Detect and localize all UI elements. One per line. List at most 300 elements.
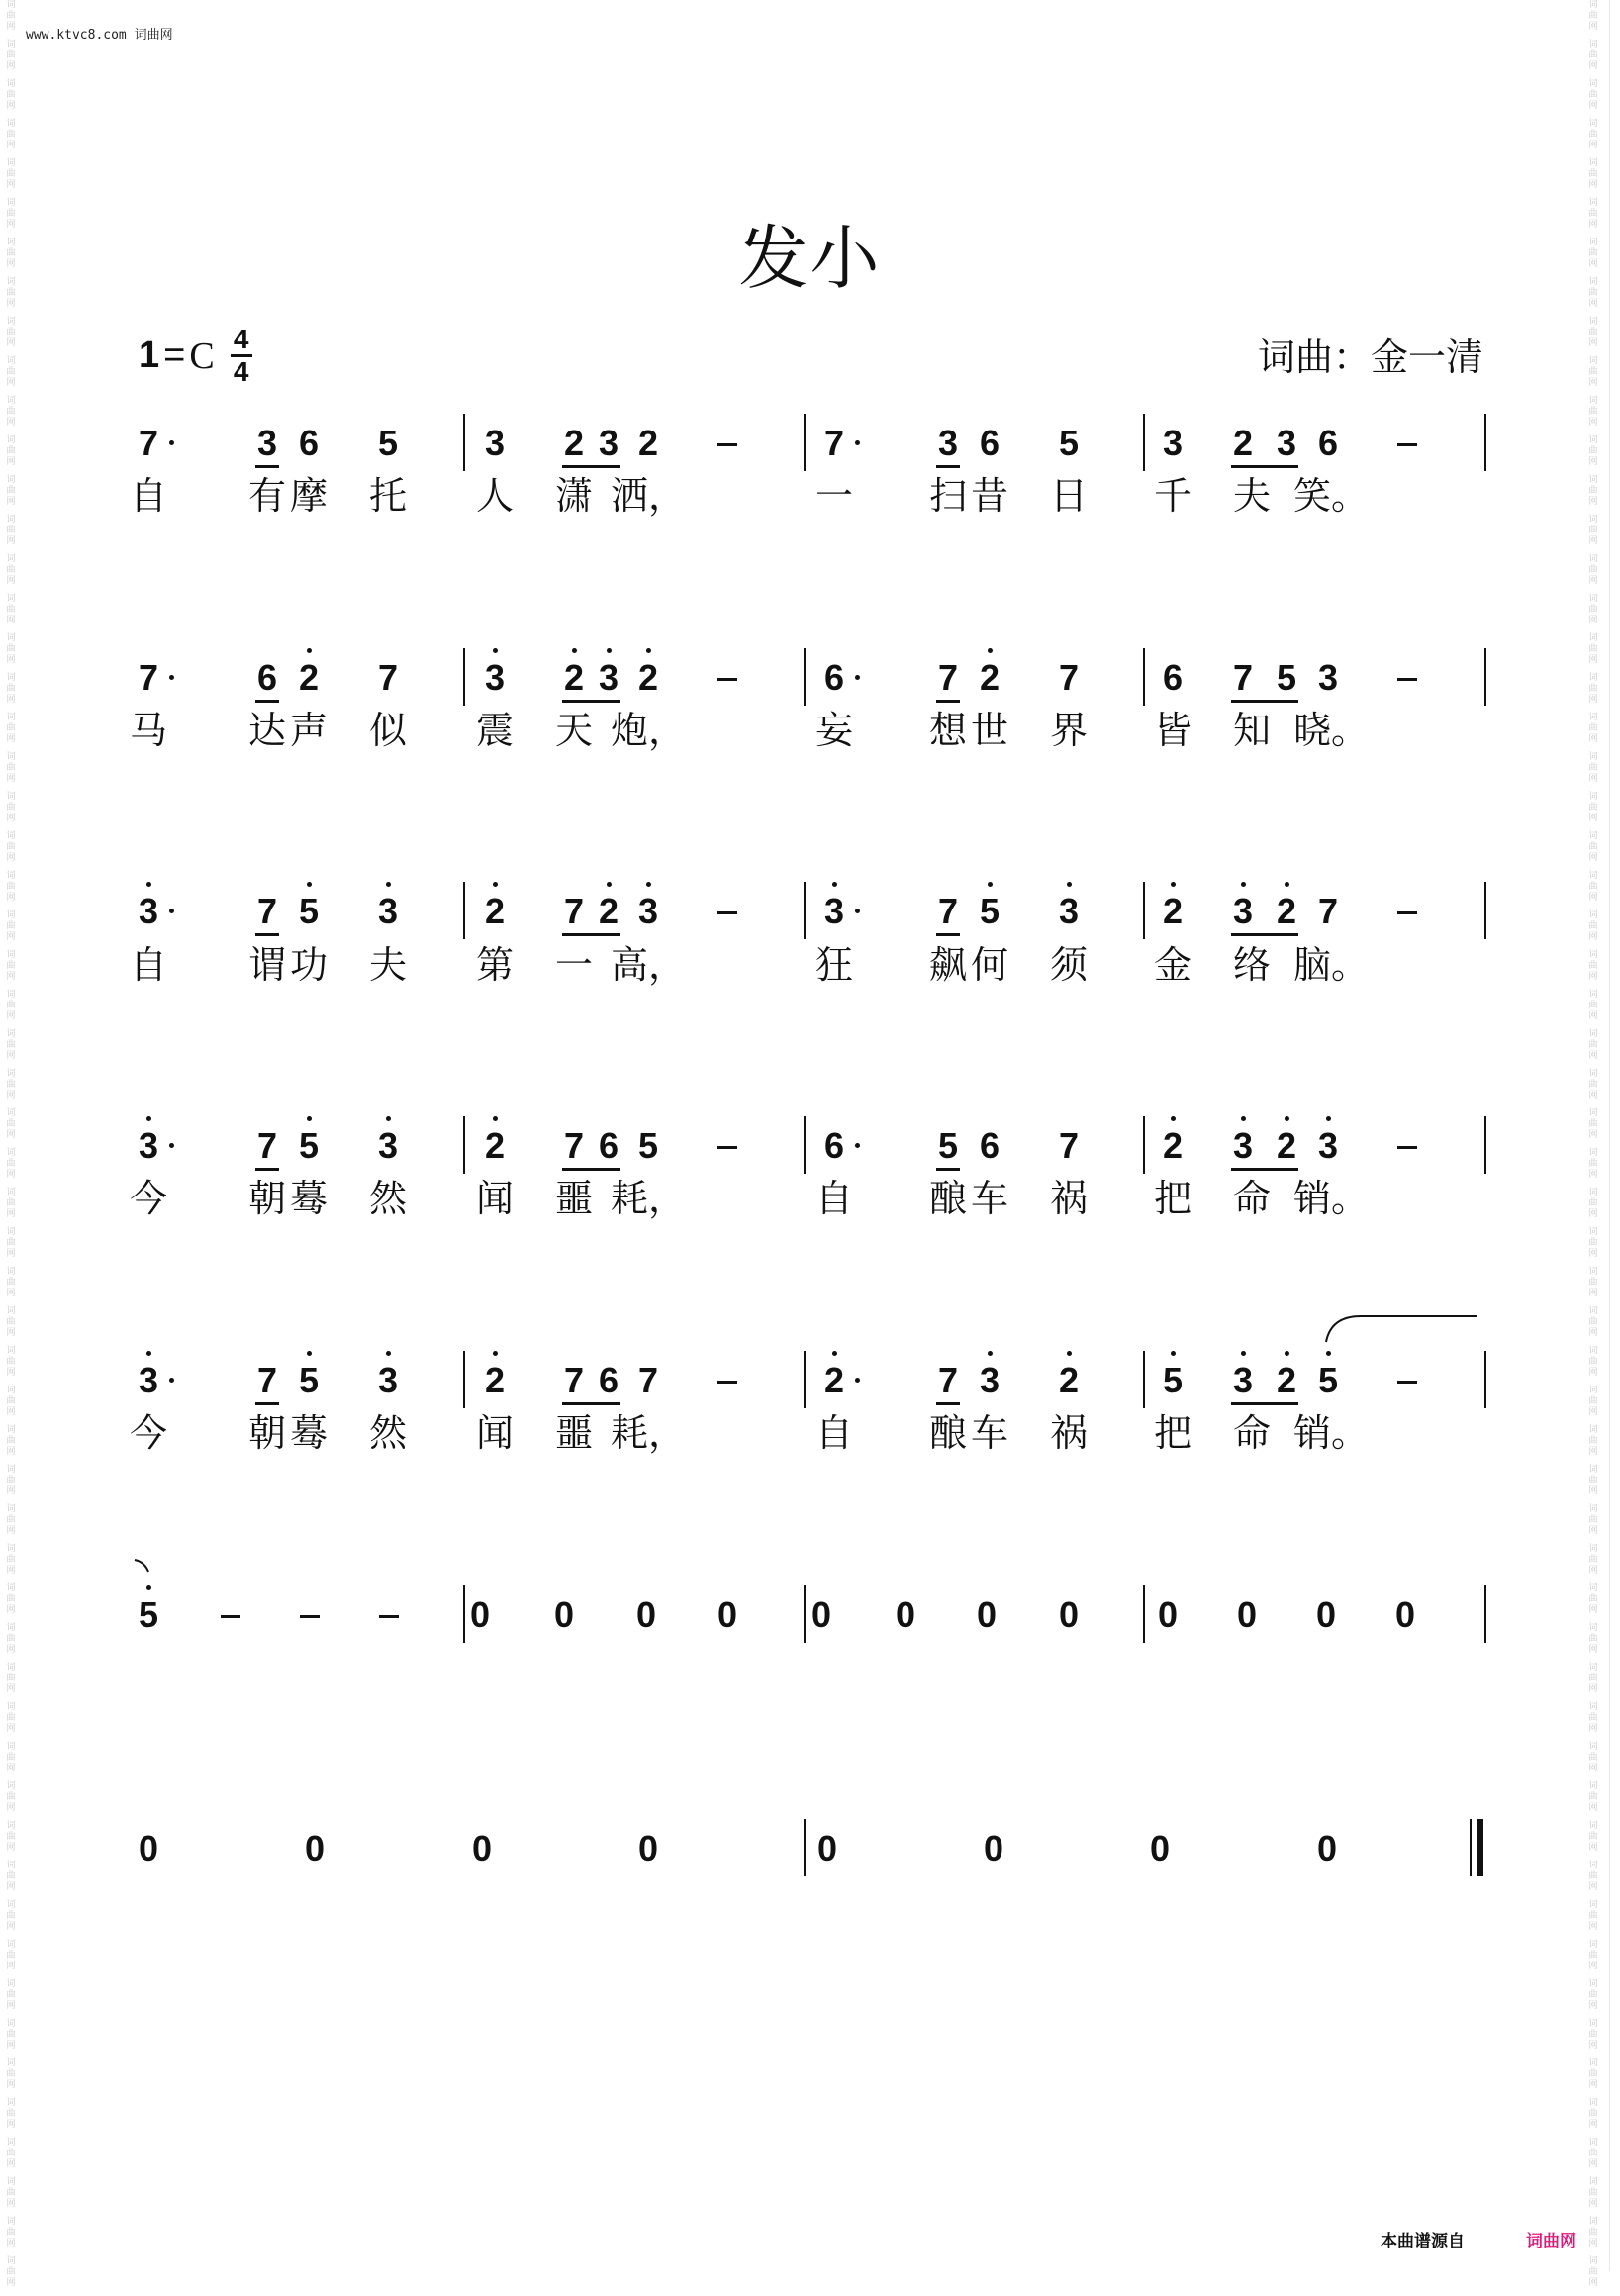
lyric-char: 络: [1232, 943, 1272, 987]
lyric-char: 噩: [554, 1177, 594, 1220]
watermark-text: 词 曲 网: [1588, 1346, 1598, 1378]
note-digit: 0: [1157, 1594, 1179, 1635]
bar-line: [1143, 1351, 1145, 1408]
bar-line: [804, 882, 806, 939]
note-digit: 3: [598, 423, 619, 463]
lyric-char: 震: [475, 709, 515, 752]
watermark-text: 词 曲 网: [1588, 910, 1598, 942]
watermark-text: 词 曲 网: [6, 2217, 16, 2248]
note: [824, 892, 844, 931]
bar-line: [463, 414, 465, 471]
watermark-text: 词 曲 网: [1588, 1781, 1598, 1813]
lyric-char: 天: [554, 709, 594, 752]
key-equals: =: [163, 335, 186, 376]
note-digit: 0: [895, 1594, 916, 1635]
note-digit: 2: [1276, 891, 1297, 931]
note-digit: 2: [484, 891, 506, 931]
lyric-char: 自: [814, 1411, 854, 1455]
note: [980, 424, 1000, 463]
note: [1316, 1595, 1336, 1635]
high-octave-dot: [572, 648, 577, 653]
lyric-char: 命: [1232, 1177, 1272, 1220]
high-octave-dot: [307, 648, 312, 653]
lyric-char: 蓦: [289, 1411, 329, 1455]
lyric-char: 闻: [475, 1411, 515, 1455]
note-digit: 5: [377, 423, 399, 463]
beam-underline: [936, 933, 960, 936]
beam-underline: [936, 1168, 960, 1171]
note-digit: 7: [563, 1360, 585, 1400]
beam-underline: [255, 1168, 279, 1171]
lyric-char: 夫: [368, 943, 408, 987]
note-digit: 2: [1162, 891, 1184, 931]
note: [824, 1361, 844, 1400]
sustain-dash: [300, 1615, 320, 1618]
note-digit: 7: [138, 423, 159, 463]
lyric-char: 何: [970, 943, 1009, 987]
note-digit: 2: [484, 1360, 506, 1400]
note: [299, 1361, 319, 1400]
high-octave-dot: [832, 882, 837, 887]
note-digit: 0: [304, 1828, 326, 1868]
watermark-text: 词 曲 网: [1588, 950, 1598, 982]
note-digit: 3: [979, 1360, 1001, 1400]
beam-underline: [936, 700, 960, 703]
watermark-text: 词 曲 网: [6, 673, 16, 705]
note-digit: 3: [598, 657, 619, 698]
watermark-text: 词 曲 网: [6, 1663, 16, 1694]
note-digit: 3: [377, 1125, 399, 1166]
note-digit: 0: [716, 1594, 738, 1635]
lyric-char: 耗，: [610, 1177, 687, 1220]
high-octave-dot: [607, 882, 612, 887]
watermark-text: 词 曲 网: [6, 1227, 16, 1259]
note: [378, 424, 398, 463]
note-digit: 6: [1162, 657, 1184, 698]
high-octave-dot: [307, 882, 312, 887]
key-tonic: 1: [139, 335, 160, 376]
note-digit: 3: [1162, 423, 1184, 463]
lyric-char: 高，: [610, 943, 687, 987]
lyric-char: 千: [1153, 474, 1192, 518]
watermark-text: 词 曲 网: [1588, 515, 1598, 546]
high-octave-dot: [988, 882, 993, 887]
lyric-char: 蓦: [289, 1177, 329, 1220]
note-digit: 3: [138, 891, 159, 931]
song-title: 发小: [738, 218, 882, 299]
note: [938, 1126, 958, 1166]
high-octave-dot: [307, 1351, 312, 1356]
watermark-text: 词 曲 网: [6, 633, 16, 665]
note-digit: 0: [1315, 1594, 1337, 1635]
watermark-text: 词 曲 网: [6, 475, 16, 507]
lyric-char: 命: [1232, 1411, 1272, 1455]
watermark-text: 词 曲 网: [1588, 1267, 1598, 1298]
note: [980, 1361, 1000, 1400]
watermark-text: 词 曲 网: [1588, 1227, 1598, 1259]
high-octave-dot: [646, 648, 651, 653]
note: [1163, 1361, 1183, 1400]
note: [378, 892, 398, 931]
note-digit: 3: [377, 891, 399, 931]
final-bar-thin: [1470, 1819, 1472, 1876]
lyric-char: 炮，: [610, 709, 687, 752]
note-digit: 0: [471, 1828, 493, 1868]
watermark-text: 词 曲 网: [6, 1148, 16, 1180]
watermark-text: 词 曲 网: [6, 1623, 16, 1655]
watermark-text: 词 曲 网: [1588, 2019, 1598, 2051]
note-digit: 5: [637, 1125, 659, 1166]
lyric-char: 狂: [814, 943, 854, 987]
watermark-text: 词 曲 网: [6, 1108, 16, 1140]
watermark-text: 词 曲 网: [6, 435, 16, 467]
lyric-char: 酿: [928, 1177, 968, 1220]
watermark-text: 词 曲 网: [1588, 1544, 1598, 1576]
note-digit: 0: [1149, 1828, 1171, 1868]
high-octave-dot: [1241, 1116, 1246, 1121]
watermark-text: 词 曲 网: [1588, 1108, 1598, 1140]
note: [638, 1126, 658, 1166]
note: [470, 1595, 490, 1635]
watermark-text: 词 曲 网: [1588, 633, 1598, 665]
bar-line: [804, 648, 806, 706]
site-url[interactable]: www.ktvc8.com 词曲网: [26, 28, 173, 43]
watermark-text: 词 曲 网: [6, 1306, 16, 1338]
watermark-text: 词 曲 网: [6, 752, 16, 784]
watermark-text: 词 曲 网: [6, 1861, 16, 1892]
lyric-char: 今: [129, 1411, 168, 1455]
high-octave-dot: [1171, 882, 1176, 887]
note: [1277, 424, 1296, 463]
note-digit: 5: [1317, 1360, 1339, 1400]
watermark-text: 词 曲 网: [6, 1504, 16, 1536]
lyric-char: 想: [928, 709, 968, 752]
note-digit: 7: [256, 891, 278, 931]
time-signature-top: 4: [233, 324, 249, 354]
bar-line: [1143, 1116, 1145, 1174]
watermark-text: 词 曲 网: [1588, 1979, 1598, 2011]
watermark-text: 词 曲 网: [6, 238, 16, 269]
note-digit: 3: [484, 423, 506, 463]
note: [1318, 658, 1338, 698]
note-digit: 6: [823, 657, 845, 698]
watermark-text: 词 曲 网: [6, 910, 16, 942]
lyric-char: 扫: [928, 474, 968, 518]
note: [1318, 1361, 1338, 1400]
note: [638, 658, 658, 698]
bar-line-end: [1484, 1585, 1486, 1643]
beam-underline: [1231, 1402, 1298, 1405]
high-octave-dot: [1241, 882, 1246, 887]
beam-underline: [562, 933, 620, 936]
high-octave-dot: [646, 882, 651, 887]
note: [980, 1126, 1000, 1166]
watermark-text: 词 曲 网: [1588, 238, 1598, 269]
note-digit: 7: [1232, 657, 1254, 698]
note-digit: 2: [563, 423, 585, 463]
watermark-text: 词 曲 网: [1588, 198, 1598, 230]
note: [599, 658, 619, 698]
lyric-char: 晓。: [1292, 709, 1370, 752]
note: [472, 1829, 492, 1868]
note: [378, 658, 398, 698]
beam-underline: [255, 465, 279, 468]
note-digit: 6: [1317, 423, 1339, 463]
lyric-char: 车: [970, 1411, 1009, 1455]
beam-underline: [255, 1402, 279, 1405]
note-digit: 3: [1058, 891, 1080, 931]
note: [1163, 1126, 1183, 1166]
augmentation-dot: [169, 675, 174, 680]
sustain-dash: [221, 1615, 240, 1618]
watermark-text: 词 曲 网: [1588, 1465, 1598, 1496]
note-digit: 7: [377, 657, 399, 698]
note-digit: 2: [484, 1125, 506, 1166]
watermark-text: 词 曲 网: [1588, 1386, 1598, 1417]
note: [980, 892, 1000, 931]
high-octave-dot: [386, 1351, 391, 1356]
lyric-char: 妄: [814, 709, 854, 752]
note-digit: 7: [937, 657, 959, 698]
note: [636, 1595, 656, 1635]
note: [1059, 1126, 1079, 1166]
watermark-text: 词 曲 网: [1588, 1861, 1598, 1892]
lyric-char: 朝: [247, 1177, 287, 1220]
note: [1395, 1595, 1415, 1635]
lyric-char: 知: [1232, 709, 1272, 752]
note-digit: 6: [256, 657, 278, 698]
high-octave-dot: [832, 1351, 837, 1356]
lyric-char: 笑。: [1292, 474, 1370, 518]
sustain-dash: [717, 1381, 737, 1384]
lyric-char: 摩: [289, 474, 329, 518]
watermark-text: 词 曲 网: [6, 1781, 16, 1813]
footer-source-site[interactable]: 词曲网: [1526, 2232, 1576, 2251]
bar-line-end: [1484, 882, 1486, 939]
note: [1233, 424, 1253, 463]
note-digit: 3: [637, 891, 659, 931]
note-digit: 7: [563, 1125, 585, 1166]
note: [1277, 658, 1296, 698]
note: [1317, 1829, 1337, 1868]
note: [305, 1829, 325, 1868]
lyric-char: 似: [368, 709, 408, 752]
note: [1233, 658, 1253, 698]
note-digit: 3: [823, 891, 845, 931]
note: [599, 1361, 619, 1400]
high-octave-dot: [1326, 1116, 1331, 1121]
watermark-text: 词 曲 网: [6, 2098, 16, 2130]
note: [1163, 658, 1183, 698]
watermark-text: 词 曲 网: [1588, 990, 1598, 1021]
note: [299, 892, 319, 931]
watermark-text: 词 曲 网: [1588, 40, 1598, 71]
augmentation-dot: [169, 440, 174, 445]
watermark-text: 词 曲 网: [1588, 317, 1598, 348]
watermark-text: 词 曲 网: [1588, 713, 1598, 744]
note: [824, 658, 844, 698]
note-digit: 7: [937, 891, 959, 931]
watermark-text: 词 曲 网: [6, 1702, 16, 1734]
watermark-text: 词 曲 网: [6, 1583, 16, 1615]
note: [485, 1361, 505, 1400]
note-digit: 0: [469, 1594, 491, 1635]
bar-line: [463, 1116, 465, 1174]
note-digit: 3: [138, 1360, 159, 1400]
bar-line-end: [1484, 1116, 1486, 1174]
note: [1059, 424, 1079, 463]
note: [139, 1829, 158, 1868]
watermark-text: 词 曲 网: [1588, 594, 1598, 625]
note-digit: 5: [138, 1594, 159, 1635]
lyric-char: 洒，: [610, 474, 687, 518]
lyric-char: 马: [129, 709, 168, 752]
watermark-text: 词 曲 网: [1588, 396, 1598, 428]
high-octave-dot: [146, 1116, 151, 1121]
note: [1163, 424, 1183, 463]
watermark-text: 词 曲 网: [1588, 435, 1598, 467]
watermark-text: 词 曲 网: [1588, 1663, 1598, 1694]
note-digit: 0: [553, 1594, 575, 1635]
note: [564, 424, 584, 463]
watermark-text: 词 曲 网: [6, 2019, 16, 2051]
note-digit: 5: [298, 891, 320, 931]
note: [257, 424, 277, 463]
high-octave-dot: [493, 882, 498, 887]
note-digit: 6: [823, 1125, 845, 1166]
watermark-text: 词 曲 网: [1588, 1148, 1598, 1180]
watermark-text: 词 曲 网: [6, 1900, 16, 1932]
note: [485, 424, 505, 463]
watermark-text: 词 曲 网: [1588, 1425, 1598, 1457]
watermark-text: 词 曲 网: [6, 40, 16, 71]
sustain-dash: [717, 1146, 737, 1149]
note: [564, 892, 584, 931]
watermark-text: 词 曲 网: [6, 198, 16, 230]
watermark-text: 词 曲 网: [1588, 831, 1598, 863]
note-digit: 3: [937, 423, 959, 463]
bar-line-end: [1484, 414, 1486, 471]
watermark-text: 词 曲 网: [6, 2256, 16, 2288]
high-octave-dot: [386, 882, 391, 887]
note-digit: 2: [1058, 1360, 1080, 1400]
note-digit: 0: [1316, 1828, 1338, 1868]
note-digit: 5: [298, 1125, 320, 1166]
note: [1318, 1126, 1338, 1166]
watermark-text: 词 曲 网: [1588, 2138, 1598, 2169]
high-octave-dot: [1171, 1116, 1176, 1121]
sustain-dash: [1397, 678, 1417, 681]
note: [1233, 892, 1253, 931]
note-digit: 2: [1276, 1125, 1297, 1166]
lyric-char: 脑。: [1292, 943, 1370, 987]
watermark-text: 词 曲 网: [6, 554, 16, 586]
watermark-text: 词 曲 网: [6, 871, 16, 903]
high-octave-dot: [1067, 882, 1072, 887]
augmentation-dot: [169, 1143, 174, 1148]
note: [938, 892, 958, 931]
note-digit: 5: [298, 1360, 320, 1400]
note: [638, 424, 658, 463]
note: [257, 1126, 277, 1166]
note: [599, 1126, 619, 1166]
high-octave-dot: [146, 1585, 151, 1590]
note-digit: 7: [823, 423, 845, 463]
lyric-char: 日: [1049, 474, 1089, 518]
bar-line: [1143, 414, 1145, 471]
note-digit: 7: [563, 891, 585, 931]
sustain-dash: [1397, 443, 1417, 446]
bar-line: [463, 648, 465, 706]
time-signature-bottom: 4: [233, 356, 249, 387]
watermark-text: 词 曲 网: [1588, 0, 1598, 32]
watermark-text: 词 曲 网: [6, 1029, 16, 1061]
watermark-text: 词 曲 网: [6, 356, 16, 388]
note: [638, 892, 658, 931]
note: [980, 658, 1000, 698]
note: [938, 1361, 958, 1400]
note-digit: 2: [979, 657, 1001, 698]
note: [1233, 1361, 1253, 1400]
note: [1059, 892, 1079, 931]
watermark-text: 词 曲 网: [1588, 792, 1598, 823]
lyric-char: 界: [1049, 709, 1089, 752]
high-octave-dot: [1285, 1351, 1289, 1356]
bar-line: [804, 1819, 806, 1876]
bar-line-end: [1484, 1351, 1486, 1408]
watermark-text: 词 曲 网: [1588, 1188, 1598, 1219]
note-digit: 2: [598, 891, 619, 931]
note: [299, 658, 319, 698]
watermark-text: 词 曲 网: [1588, 1583, 1598, 1615]
note-digit: 3: [1232, 891, 1254, 931]
high-octave-dot: [607, 648, 612, 653]
watermark-text: 词 曲 网: [1588, 158, 1598, 190]
note: [554, 1595, 574, 1635]
lyric-char: 酿: [928, 1411, 968, 1455]
note-digit: 0: [816, 1828, 838, 1868]
bar-line: [1143, 648, 1145, 706]
lyric-char: 飙: [928, 943, 968, 987]
high-octave-dot: [1326, 1351, 1331, 1356]
note: [817, 1829, 837, 1868]
note: [1163, 892, 1183, 931]
note-digit: 2: [823, 1360, 845, 1400]
note-digit: 2: [1162, 1125, 1184, 1166]
note-digit: 0: [138, 1828, 159, 1868]
watermark-text: 词 曲 网: [1588, 1029, 1598, 1061]
watermark-text: 词 曲 网: [6, 831, 16, 863]
bar-line: [804, 414, 806, 471]
note-digit: 0: [810, 1594, 832, 1635]
note-digit: 3: [484, 657, 506, 698]
high-octave-dot: [146, 1351, 151, 1356]
note-digit: 0: [976, 1594, 998, 1635]
lyric-char: 人: [475, 474, 515, 518]
note-digit: 5: [979, 891, 1001, 931]
beam-underline: [1231, 933, 1298, 936]
watermark-text: 词 曲 网: [1588, 1702, 1598, 1734]
note: [139, 1126, 158, 1166]
beam-underline: [1231, 700, 1298, 703]
lyric-char: 达: [247, 709, 287, 752]
high-octave-dot: [493, 1116, 498, 1121]
watermark-text: 词 曲 网: [6, 1425, 16, 1457]
watermark-text: 词 曲 网: [6, 277, 16, 309]
note-digit: 7: [256, 1360, 278, 1400]
note: [811, 1595, 831, 1635]
watermark-text: 词 曲 网: [6, 1742, 16, 1773]
